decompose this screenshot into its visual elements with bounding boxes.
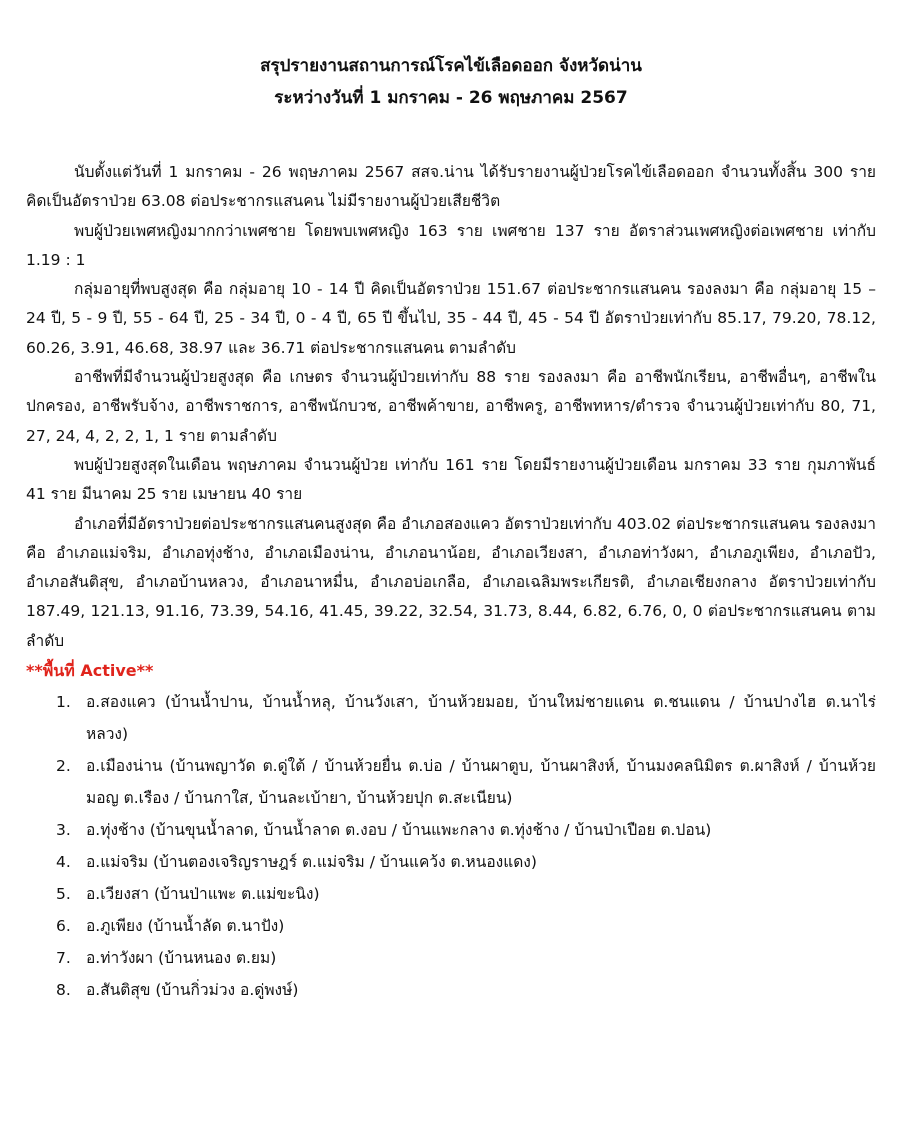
list-item-number: 3. (56, 821, 71, 840)
report-title-line-2: ระหว่างวันที่ 1 มกราคม - 26 พฤษภาคม 2567 (274, 88, 628, 108)
list-item-number: 6. (56, 917, 71, 936)
report-body (26, 158, 876, 1006)
list-item-number: 2. (56, 757, 71, 776)
list-item-number: 4. (56, 853, 71, 872)
list-item-number: 5. (56, 885, 71, 904)
document-page (26, 50, 876, 1006)
paragraph-gender: พบผู้ป่วยเพศหญิงมากกว่าเพศชาย โดยพบเพศหญิง 163 ราย เพศชาย 137 ราย อัตราส่วนเพศหญิงต่อเพศชาย เท่ากับ 1.19 : 1 (26, 221, 876, 269)
list-item-text: อ.แม่จริม (บ้านตองเจริญราษฎร์ ต.แม่จริม / บ้านแคว้ง ต.หนองแดง) (86, 853, 537, 872)
list-item (56, 686, 876, 750)
list-item (56, 910, 876, 942)
list-item-number: 1. (56, 693, 71, 712)
list-item (56, 750, 876, 814)
active-area-list (26, 686, 876, 1006)
list-item-number: 7. (56, 949, 71, 968)
list-item-number: 8. (56, 981, 71, 1000)
active-area-heading: **พื้นที่ Active** (26, 661, 154, 681)
report-title-line-1: สรุปรายงานสถานการณ์โรคไข้เลือดออก จังหวัดน่าน (260, 56, 642, 76)
list-item (56, 814, 876, 846)
list-item (56, 878, 876, 910)
list-item-text: อ.เมืองน่าน (บ้านพญาวัด ต.ดู่ใต้ / บ้านห้วยยื่น ต.บ่อ / บ้านผาตูบ, บ้านผาสิงห์, บ้านมงคลนิมิตร ต.ผาสิงห์ / บ้านห้วยมอญ ต.เรือง / บ้านกาใส, บ้านละเบ้ายา, บ้านห้วยปุก ต.สะเนียน) (86, 757, 876, 808)
paragraph-summary: นับตั้งแต่วันที่ 1 มกราคม - 26 พฤษภาคม 2567 สสจ.น่าน ได้รับรายงานผู้ป่วยโรคไข้เลือดออก จำนวนทั้งสิ้น 300 ราย คิดเป็นอัตราป่วย 63.08 ต่อประชากรแสนคน ไม่มีรายงานผู้ป่วยเสียชีวิต (26, 163, 876, 211)
list-item-text: อ.สันติสุข (บ้านกิ่วม่วง อ.ดู่พงษ์) (86, 981, 299, 1000)
list-item (56, 974, 876, 1006)
list-item-text: อ.ท่าวังผา (บ้านหนอง ต.ยม) (86, 949, 277, 968)
list-item (56, 846, 876, 878)
paragraph-month: พบผู้ป่วยสูงสุดในเดือน พฤษภาคม จำนวนผู้ป่วย เท่ากับ 161 ราย โดยมีรายงานผู้ป่วยเดือน มกราคม 33 ราย กุมภาพันธ์ 41 ราย มีนาคม 25 ราย เมษายน 40 ราย (26, 455, 876, 504)
paragraph-occupation: อาชีพที่มีจำนวนผู้ป่วยสูงสุด คือ เกษตร จำนวนผู้ป่วยเท่ากับ 88 ราย รองลงมา คือ อาชีพนักเรียน, อาชีพอื่นๆ, อาชีพในปกครอง, อาชีพรับจ้าง, อาชีพราชการ, อาชีพนักบวช, อาชีพค้าขาย, อาชีพครู, อาชีพทหาร/ตำรวจ จำนวนผู้ป่วยเท่ากับ 80, 71, 27, 24, 4, 2, 2, 1, 1 ราย ตามลำดับ (26, 368, 876, 445)
list-item-text: อ.เวียงสา (บ้านป่าแพะ ต.แม่ขะนิง) (86, 885, 320, 904)
list-item-text: อ.สองแคว (บ้านน้ำปาน, บ้านน้ำหลุ, บ้านวังเสา, บ้านห้วยมอย, บ้านใหม่ชายแดน ต.ชนแดน / บ้านปางไฮ ต.นาไร่หลวง) (86, 693, 876, 744)
list-item-text: อ.ภูเพียง (บ้านน้ำลัด ต.นาปัง) (86, 917, 285, 936)
paragraph-age-group: กลุ่มอายุที่พบสูงสุด คือ กลุ่มอายุ 10 - 14 ปี คิดเป็นอัตราป่วย 151.67 ต่อประชากรแสนคน รองลงมา คือ กลุ่มอายุ 15 – 24 ปี, 5 - 9 ปี, 55 - 64 ปี, 25 - 34 ปี, 0 - 4 ปี, 65 ปี ขึ้นไป, 35 - 44 ปี, 45 - 54 ปี อัตราป่วยเท่ากับ 85.17, 79.20, 78.12, 60.26, 3.91, 46.68, 38.97 และ 36.71 ต่อประชากรแสนคน ตามลำดับ (26, 280, 876, 357)
list-item (56, 942, 876, 974)
list-item-text: อ.ทุ่งช้าง (บ้านขุนน้ำลาด, บ้านน้ำลาด ต.งอบ / บ้านแพะกลาง ต.ทุ่งช้าง / บ้านป่าเปือย ต.ปอน) (86, 821, 712, 840)
paragraph-district: อำเภอที่มีอัตราป่วยต่อประชากรแสนคนสูงสุด คือ อำเภอสองแคว อัตราป่วยเท่ากับ 403.02 ต่อประชากรแสนคน รองลงมาคือ อำเภอแม่จริม, อำเภอทุ่งช้าง, อำเภอเมืองน่าน, อำเภอนาน้อย, อำเภอเวียงสา, อำเภอท่าวังผา, อำเภอภูเพียง, อำเภอปัว, อำเภอสันติสุข, อำเภอบ้านหลวง, อำเภอนาหมื่น, อำเภอบ่อเกลือ, อำเภอเฉลิมพระเกียรติ, อำเภอเชียงกลาง อัตราป่วยเท่ากับ 187.49, 121.13, 91.16, 73.39, 54.16, 41.45, 39.22, 32.54, 31.73, 8.44, 6.82, 6.76, 0, 0 ต่อประชากรแสนคน ตามลำดับ (26, 514, 876, 650)
